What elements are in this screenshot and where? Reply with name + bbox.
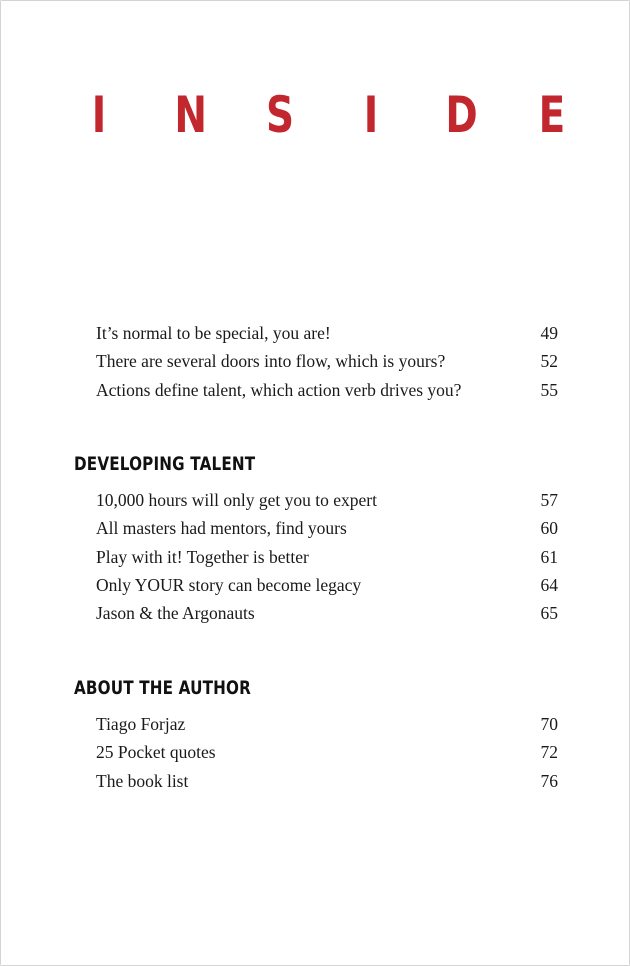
toc-entry-page: 57 bbox=[540, 490, 558, 510]
toc-entry bbox=[96, 742, 558, 770]
toc-entry bbox=[96, 380, 558, 408]
toc-entry-title: Actions define talent, which action verb drives you? bbox=[96, 379, 462, 400]
toc-section-continued bbox=[96, 323, 558, 408]
book-page bbox=[1, 1, 629, 965]
section-heading-about-the-author: ABOUT THE AUTHOR bbox=[74, 677, 251, 699]
toc-entry bbox=[96, 547, 558, 575]
title-letter: E bbox=[538, 86, 566, 144]
toc-entry-title: Tiago Forjaz bbox=[96, 714, 186, 734]
toc-entry bbox=[96, 518, 558, 546]
toc-entry bbox=[96, 575, 558, 603]
toc-entry-page: 52 bbox=[540, 351, 558, 372]
toc-entry-title: 25 Pocket quotes bbox=[96, 742, 216, 763]
toc-entry-page: 49 bbox=[540, 323, 558, 343]
toc-section-about-the-author bbox=[96, 714, 558, 799]
toc-entry-page: 61 bbox=[540, 546, 558, 567]
toc-entry-page: 72 bbox=[540, 742, 558, 763]
toc-entry-page: 60 bbox=[540, 518, 558, 539]
title-letter: S bbox=[266, 86, 295, 144]
toc-entry-title: 10,000 hours will only get you to expert bbox=[96, 490, 377, 510]
toc-entry-page: 65 bbox=[540, 603, 558, 624]
toc-entry-title: There are several doors into flow, which is yours? bbox=[96, 351, 446, 372]
title-letter: I bbox=[363, 86, 379, 144]
toc-entry-title: Jason & the Argonauts bbox=[96, 603, 255, 624]
toc-entry bbox=[96, 771, 558, 799]
toc-entry-page: 70 bbox=[540, 714, 558, 734]
toc-entry bbox=[96, 603, 558, 631]
toc-entry-title: Play with it! Together is better bbox=[96, 546, 309, 567]
page-title bbox=[79, 86, 572, 144]
toc-entry-title: The book list bbox=[96, 770, 189, 791]
toc-entry-page: 64 bbox=[540, 574, 558, 595]
toc-entry bbox=[96, 714, 558, 742]
toc-section-developing-talent bbox=[96, 490, 558, 631]
toc-entry bbox=[96, 323, 558, 351]
toc-entry bbox=[96, 490, 558, 518]
toc-entry-title: Only YOUR story can become legacy bbox=[96, 574, 362, 595]
toc-entry-page: 76 bbox=[540, 770, 558, 791]
toc-entry bbox=[96, 351, 558, 379]
section-heading-developing-talent: DEVELOPING TALENT bbox=[74, 453, 256, 475]
title-letter: I bbox=[91, 86, 107, 144]
toc-entry-title: All masters had mentors, find yours bbox=[96, 518, 347, 539]
toc-entry-page: 55 bbox=[540, 379, 558, 400]
title-letter: D bbox=[445, 86, 479, 144]
title-letter: N bbox=[173, 86, 207, 144]
toc-entry-title: It’s normal to be special, you are! bbox=[96, 323, 331, 343]
